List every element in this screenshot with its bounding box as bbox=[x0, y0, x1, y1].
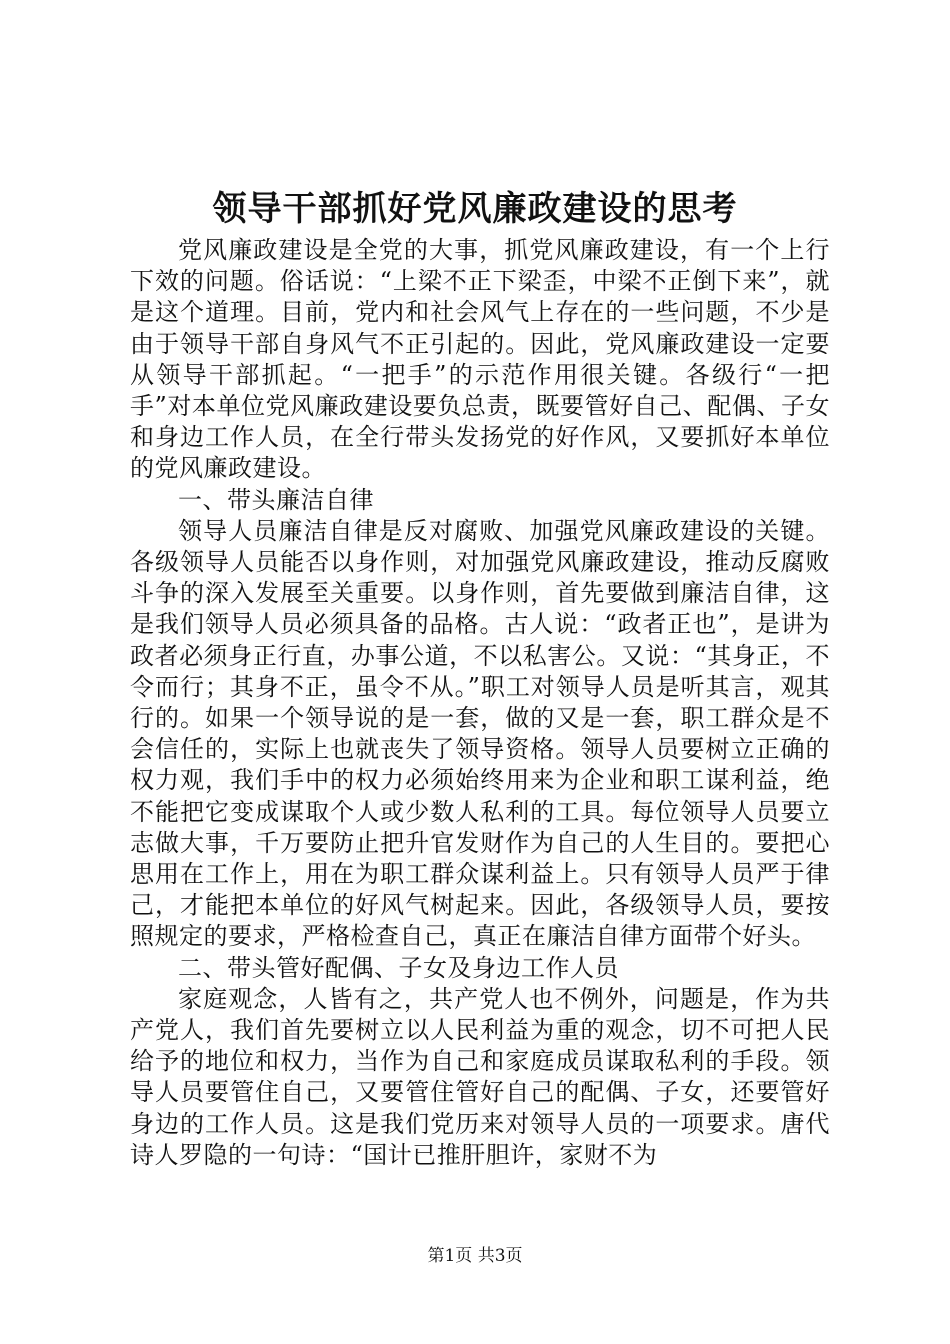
document-title: 领导干部抓好党风廉政建设的思考 bbox=[212, 189, 738, 229]
document-body bbox=[130, 235, 830, 1171]
section-heading-1: 一、带头廉洁自律 bbox=[178, 485, 374, 514]
paragraph-section-2: 家庭观念，人皆有之，共产党人也不例外，问题是，作为共产党人，我们首先要树立以人民利益为重的观念，切不可把人民给予的地位和权力，当作为自己和家庭成员谋取私利的手段。领导人员要管住自己，又要管住管好自己的配偶、子女，还要管好身边的工作人员。这是我们党历来对领导人员的一项要求。唐代诗人罗隐的一句诗：“国计已推肝胆许，家财不为 bbox=[130, 984, 830, 1169]
paragraph-section-1: 领导人员廉洁自律是反对腐败、加强党风廉政建设的关键。各级领导人员能否以身作则，对加强党风廉政建设，推动反腐败斗争的深入发展至关重要。以身作则，首先要做到廉洁自律，这是我们领导人员必须具备的品格。古人说：“政者正也”，是讲为政者必须身正行直，办事公道，不以私害公。又说：“其身正，不令而行；其身不正，虽令不从。”职工对领导人员是听其言，观其行的。如果一个领导说的是一套，做的又是一套，职工群众是不会信任的，实际上也就丧失了领导资格。领导人员要树立正确的权力观，我们手中的权力必须始终用来为企业和职工谋利益，绝不能把它变成谋取个人或少数人私利的工具。每位领导人员要立志做大事，千万要防止把升官发财作为自己的人生目的。要把心思用在工作上，用在为职工群众谋利益上。只有领导人员严于律己，才能把本单位的好风气树起来。因此，各级领导人员，要按照规定的要求，严格检查自己，真正在廉洁自律方面带个好头。 bbox=[130, 516, 830, 951]
section-heading-2: 二、带头管好配偶、子女及身边工作人员 bbox=[178, 953, 619, 982]
paragraph-intro: 党风廉政建设是全党的大事，抓党风廉政建设，有一个上行下效的问题。俗话说：“上梁不正下梁歪，中梁不正倒下来”，就是这个道理。目前，党内和社会风气上存在的一些问题，不少是由于领导干部自身风气不正引起的。因此，党风廉政建设一定要从领导干部抓起。“一把手”的示范作用很关键。各级行“一把手”对本单位党风廉政建设要负总责，既要管好自己、配偶、子女和身边工作人员，在全行带头发扬党的好作风，又要抓好本单位的党风廉政建设。 bbox=[130, 236, 830, 483]
page-number-footer: 第1页 共3页 bbox=[427, 1246, 523, 1266]
